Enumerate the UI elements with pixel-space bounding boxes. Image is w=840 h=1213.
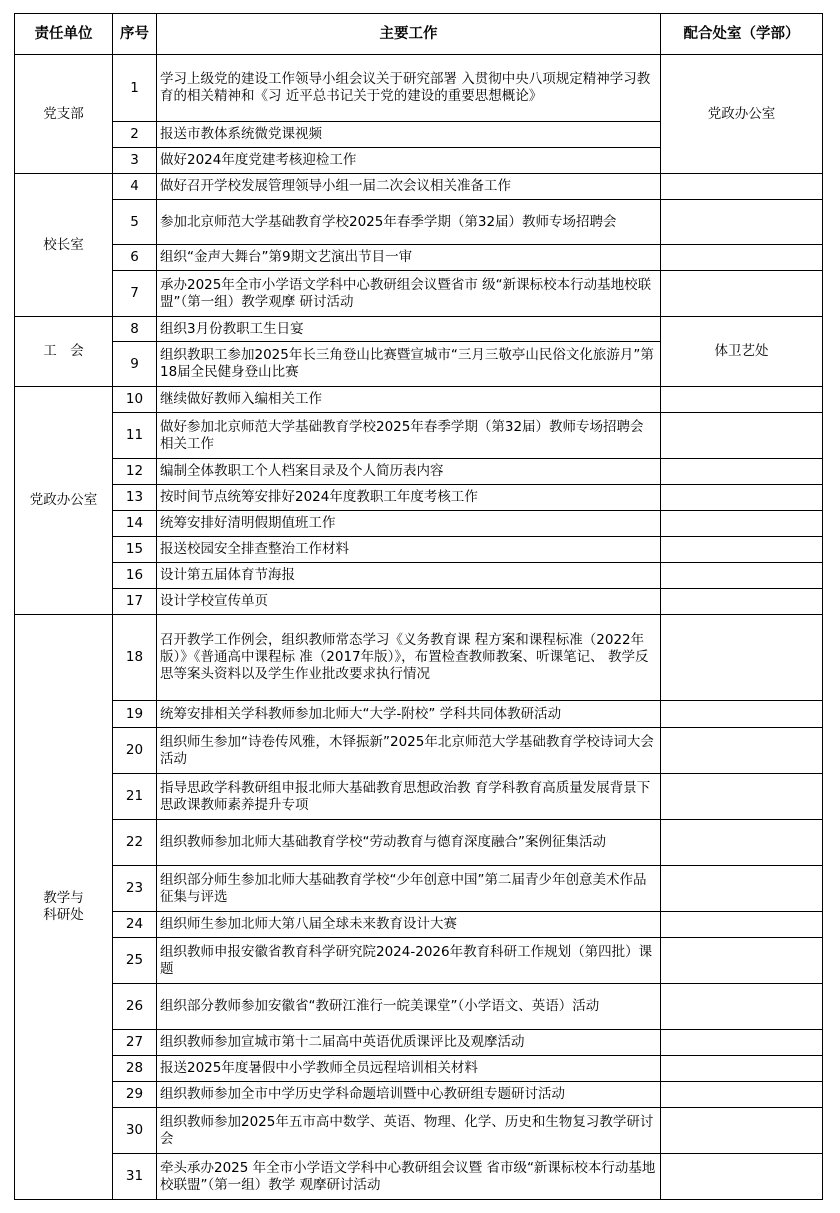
row-task: 组织师生参加北师大第八届全球未来教育设计大赛 [157,912,661,938]
table-row [15,866,823,912]
table-row [15,1108,823,1154]
coop-empty [661,511,823,537]
row-number: 3 [113,148,157,174]
table-row [15,728,823,774]
coop-empty [661,174,823,200]
row-number: 20 [113,728,157,774]
coop-empty [661,1154,823,1200]
row-task: 统筹安排相关学科教师参加北师大“大学-附校” 学科共同体教研活动 [157,701,661,728]
row-number: 13 [113,485,157,511]
table-row [15,200,823,245]
row-task: 指导思政学科教研组申报北师大基础教育思想政治教 育学科教育高质量发展背景下思政课教师素养提升专项 [157,774,661,820]
table-row [15,459,823,485]
row-task: 做好参加北京师范大学基础教育学校2025年春季学期（第32届）教师专场招聘会相关工作 [157,413,661,459]
coop-empty [661,537,823,563]
coop-empty [661,387,823,413]
table-row [15,387,823,413]
row-task: 编制全体教职工个人档案目录及个人简历表内容 [157,459,661,485]
table-row [15,984,823,1030]
table-row [15,589,823,615]
row-task: 学习上级党的建设工作领导小组会议关于研究部署 入贯彻中央八项规定精神学习教育的相关精神和《习 近平总书记关于党的建设的重要思想概论》 [157,55,661,122]
row-task: 做好召开学校发展管理领导小组一届二次会议相关准备工作 [157,174,661,200]
row-task: 组织“金声大舞台”第9期文艺演出节目一审 [157,245,661,271]
row-number: 8 [113,317,157,342]
table-row [15,1056,823,1082]
row-task: 组织3月份教职工生日宴 [157,317,661,342]
coop-empty [661,271,823,317]
coop-empty [661,728,823,774]
coop-empty [661,1108,823,1154]
row-number: 2 [113,122,157,148]
header-task: 主要工作 [157,14,661,55]
row-task: 按时间节点统筹安排好2024年度教职工年度考核工作 [157,485,661,511]
row-number: 11 [113,413,157,459]
table-row [15,55,823,122]
row-task: 报送校园安全排查整治工作材料 [157,537,661,563]
table-row [15,563,823,589]
coop-empty [661,984,823,1030]
table-row [15,701,823,728]
coop-empty [661,866,823,912]
coop-empty [661,701,823,728]
row-task: 组织教师参加2025年五市高中数学、英语、物理、化学、历史和生物复习教学研讨会 [157,1108,661,1154]
row-task: 报送2025年度暑假中小学教师全员远程培训相关材料 [157,1056,661,1082]
row-task: 设计学校宣传单页 [157,589,661,615]
row-number: 12 [113,459,157,485]
coop-empty [661,200,823,245]
row-task: 组织部分师生参加北师大基础教育学校“少年创意中国”第二届青少年创意美术作品征集与评选 [157,866,661,912]
row-task: 组织教师参加全市中学历史学科命题培训暨中心教研组专题研讨活动 [157,1082,661,1108]
coop-empty [661,912,823,938]
row-number: 21 [113,774,157,820]
coop-office: 党政办公室 [661,55,823,174]
row-task: 设计第五届体育节海报 [157,563,661,589]
row-number: 18 [113,615,157,701]
table-row [15,820,823,866]
unit-principal-office: 校长室 [15,174,113,317]
work-table [14,13,823,1200]
row-number: 10 [113,387,157,413]
coop-empty [661,820,823,866]
row-number: 17 [113,589,157,615]
header-unit: 责任单位 [15,14,113,55]
table-row [15,413,823,459]
row-number: 6 [113,245,157,271]
unit-labor-union: 工 会 [15,317,113,387]
unit-teaching-research: 教学与 科研处 [15,615,113,1200]
row-task: 继续做好教师入编相关工作 [157,387,661,413]
coop-empty [661,413,823,459]
header-coop: 配合处室（学部） [661,14,823,55]
table-row [15,485,823,511]
row-task: 召开教学工作例会，组织教师常态学习《义务教育课 程方案和课程标准（2022年版）》《普通高中课程标 准（2017年版）》，布置检查教师教案、听课笔记、 教学反思等案头资料以及学生作业批改要求执行情况 [157,615,661,701]
coop-sports-arts: 体卫艺处 [661,317,823,387]
coop-empty [661,563,823,589]
row-task: 组织教师参加宣城市第十二届高中英语优质课评比及观摩活动 [157,1030,661,1056]
row-task: 承办2025年全市小学语文学科中心教研组会议暨省市 级“新课标校本行动基地校联盟”（第一组）教学观摩 研讨活动 [157,271,661,317]
row-number: 5 [113,200,157,245]
row-number: 31 [113,1154,157,1200]
row-number: 22 [113,820,157,866]
coop-empty [661,774,823,820]
table-row [15,174,823,200]
table-row [15,1030,823,1056]
row-task: 报送市教体系统微党课视频 [157,122,661,148]
row-task: 牵头承办2025 年全市小学语文学科中心教研组会议暨 省市级“新课标校本行动基地校联盟”（第一组）教学 观摩研讨活动 [157,1154,661,1200]
row-number: 15 [113,537,157,563]
coop-empty [661,615,823,701]
coop-empty [661,938,823,984]
row-task: 组织教师参加北师大基础教育学校“劳动教育与德育深度融合”案例征集活动 [157,820,661,866]
unit-admin-office: 党政办公室 [15,387,113,615]
row-task: 统筹安排好清明假期值班工作 [157,511,661,537]
row-task: 做好2024年度党建考核迎检工作 [157,148,661,174]
row-number: 14 [113,511,157,537]
row-number: 23 [113,866,157,912]
row-number: 30 [113,1108,157,1154]
row-number: 27 [113,1030,157,1056]
coop-empty [661,1056,823,1082]
row-number: 24 [113,912,157,938]
row-task: 参加北京师范大学基础教育学校2025年春季学期（第32届）教师专场招聘会 [157,200,661,245]
row-number: 29 [113,1082,157,1108]
table-row [15,271,823,317]
coop-empty [661,459,823,485]
row-number: 26 [113,984,157,1030]
row-number: 16 [113,563,157,589]
row-task: 组织教师申报安徽省教育科学研究院2024-2026年教育科研工作规划（第四批）课题 [157,938,661,984]
row-number: 28 [113,1056,157,1082]
coop-empty [661,589,823,615]
table-row [15,912,823,938]
row-task: 组织教职工参加2025年长三角登山比赛暨宣城市“三月三敬亭山民俗文化旅游月”第18届全民健身登山比赛 [157,342,661,387]
row-number: 4 [113,174,157,200]
coop-empty [661,1030,823,1056]
header-row [15,14,823,55]
coop-empty [661,245,823,271]
row-task: 组织师生参加“诗卷传风雅，木铎振新”2025年北京师范大学基础教育学校诗词大会活动 [157,728,661,774]
table-row [15,774,823,820]
table-row [15,245,823,271]
row-number: 7 [113,271,157,317]
table-row [15,1154,823,1200]
row-number: 25 [113,938,157,984]
row-task: 组织部分教师参加安徽省“教研江淮行一皖美课堂”（小学语文、英语）活动 [157,984,661,1030]
row-number: 1 [113,55,157,122]
row-number: 9 [113,342,157,387]
table-row [15,1082,823,1108]
table-row [15,615,823,701]
table-row [15,317,823,342]
table-row [15,938,823,984]
header-no: 序号 [113,14,157,55]
coop-empty [661,1082,823,1108]
row-number: 19 [113,701,157,728]
unit-party-branch: 党支部 [15,55,113,174]
table-row [15,511,823,537]
table-row [15,537,823,563]
coop-empty [661,485,823,511]
